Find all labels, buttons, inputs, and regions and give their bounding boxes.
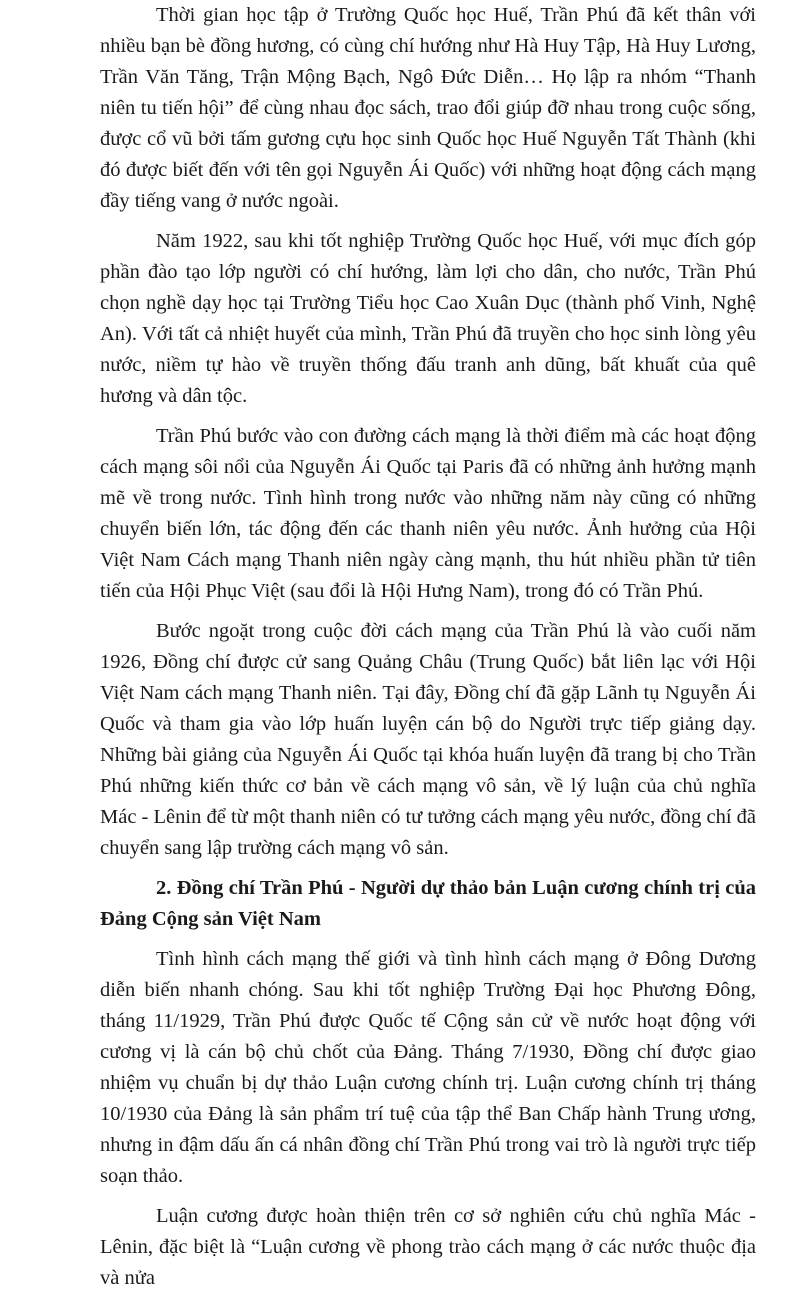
paragraph-world-situation: Tình hình cách mạng thế giới và tình hình cách mạng ở Đông Dương diễn biến nhanh chóng. Sau khi tốt nghiệp Trường Đại học Phương Đông, tháng 11/1929, Trần Phú được Quốc tế Cộng sản cử về nước hoạt động với cương vị là cán bộ chủ chốt của Đảng. Tháng 7/1930, Đồng chí được giao nhiệm vụ chuẩn bị dự thảo Luận cương chính trị. Luận cương chính trị tháng 10/1930 của Đảng là sản phẩm trí tuệ của tập thể Ban Chấp hành Trung ương, nhưng in đậm dấu ấn cá nhân đồng chí Trần Phú trong vai trò là người trực tiếp soạn thảo. <box>100 948 756 1187</box>
section-heading: 2. Đồng chí Trần Phú - Người dự thảo bản Luận cương chính trị của Đảng Cộng sản Việt Nam <box>100 877 756 930</box>
paragraph-teaching-1922: Năm 1922, sau khi tốt nghiệp Trường Quốc học Huế, với mục đích góp phần đào tạo lớp người có chí hướng, làm lợi cho dân, cho nước, Trần Phú chọn nghề dạy học tại Trường Tiểu học Cao Xuân Dục (thành phố Vinh, Nghệ An). Với tất cả nhiệt huyết của mình, Trần Phú đã truyền cho học sinh lòng yêu nước, niềm tự hào về truyền thống đấu tranh anh dũng, bất khuất của quê hương và dân tộc. <box>100 230 756 407</box>
paragraph-turning-point-1926: Bước ngoặt trong cuộc đời cách mạng của Trần Phú là vào cuối năm 1926, Đồng chí được cử sang Quảng Châu (Trung Quốc) bắt liên lạc với Hội Việt Nam cách mạng Thanh niên. Tại đây, Đồng chí đã gặp Lãnh tụ Nguyễn Ái Quốc và tham gia vào lớp huấn luyện cán bộ do Người trực tiếp giảng dạy. Những bài giảng của Nguyễn Ái Quốc tại khóa huấn luyện đã trang bị cho Trần Phú những kiến thức cơ bản về cách mạng vô sản, về lý luận của chủ nghĩa Mác - Lênin để từ một thanh niên có tư tưởng cách mạng yêu nước, đồng chí đã chuyển sang lập trường cách mạng vô sản. <box>100 620 756 859</box>
paragraph-study-hue: Thời gian học tập ở Trường Quốc học Huế, Trần Phú đã kết thân với nhiều bạn bè đồng hương, có cùng chí hướng như Hà Huy Tập, Hà Huy Lương, Trần Văn Tăng, Trận Mộng Bạch, Ngô Đức Diễn… Họ lập ra nhóm “Thanh niên tu tiến hội” để cùng nhau đọc sách, trao đổi giúp đỡ nhau trong cuộc sống, được cổ vũ bởi tấm gương cựu học sinh Quốc học Huế Nguyễn Tất Thành (khi đó được biết đến với tên gọi Nguyễn Ái Quốc) với những hoạt động cách mạng đầy tiếng vang ở nước ngoài. <box>100 4 756 212</box>
paragraph-thesis-completion: Luận cương được hoàn thiện trên cơ sở nghiên cứu chủ nghĩa Mác - Lênin, đặc biệt là “Luận cương về phong trào cách mạng ở các nước thuộc địa và nửa <box>100 1205 756 1289</box>
paragraph-revolution-path: Trần Phú bước vào con đường cách mạng là thời điểm mà các hoạt động cách mạng sôi nổi của Nguyễn Ái Quốc tại Paris đã có những ảnh hưởng mạnh mẽ về trong nước. Tình hình trong nước vào những năm này cũng có những chuyển biến lớn, tác động đến các thanh niên yêu nước. Ảnh hưởng của Hội Việt Nam Cách mạng Thanh niên ngày càng mạnh, thu hút nhiều phần tử tiên tiến của Hội Phục Việt (sau đổi là Hội Hưng Nam), trong đó có Trần Phú. <box>100 425 756 602</box>
